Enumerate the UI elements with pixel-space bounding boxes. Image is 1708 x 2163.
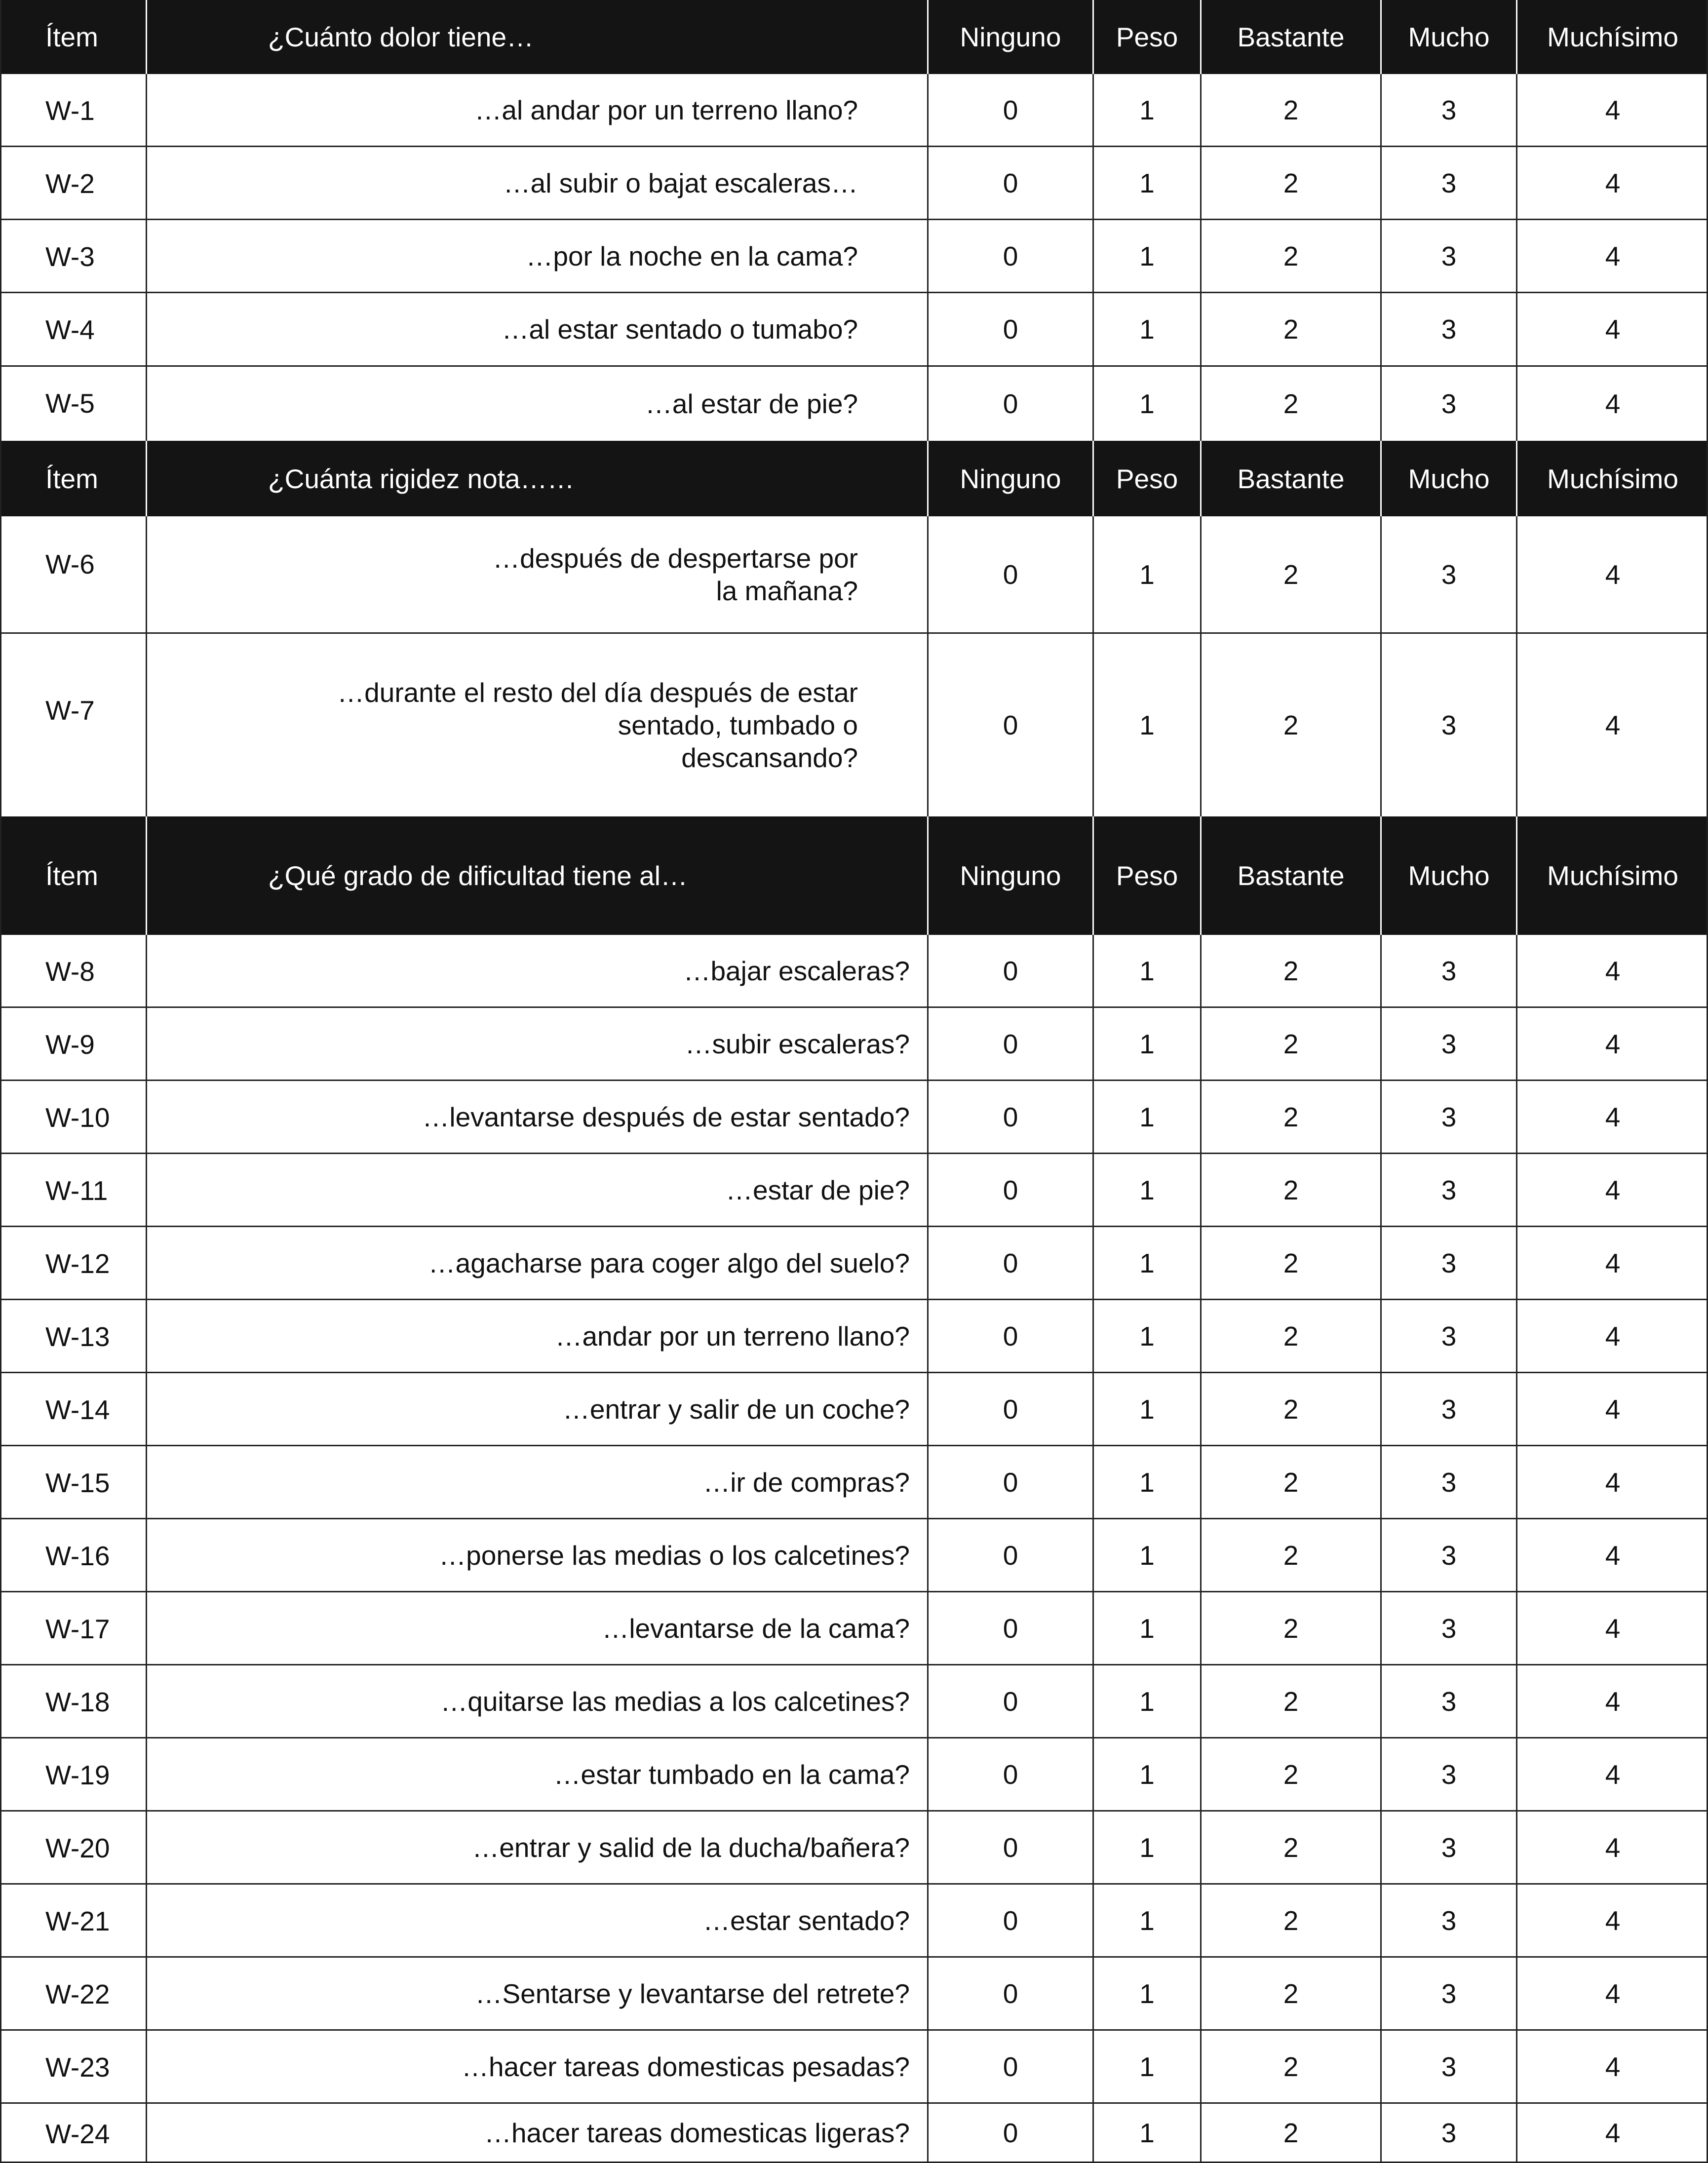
score-bastante[interactable]: 2 <box>1200 2104 1380 2162</box>
table-row <box>0 1958 1708 2031</box>
score-muchisimo[interactable]: 4 <box>1516 1592 1708 1664</box>
score-peso[interactable]: 1 <box>1092 293 1200 365</box>
item-id: W-23 <box>45 2052 110 2083</box>
item-text: …quitarse las medias a los calcetines? <box>146 1665 927 1737</box>
score-muchisimo[interactable]: 4 <box>1516 1519 1708 1591</box>
score-ninguno[interactable]: 0 <box>927 1519 1092 1591</box>
header-bastante: Bastante <box>1200 441 1380 516</box>
item-id: W-1 <box>45 95 95 126</box>
item-text-line: sentado, tumbado o <box>618 710 858 740</box>
score-peso[interactable]: 1 <box>1092 74 1200 146</box>
item-id: W-6 <box>45 549 95 579</box>
score-peso[interactable]: 1 <box>1092 1300 1200 1372</box>
score-bastante[interactable]: 2 <box>1200 1885 1380 1956</box>
item-id: W-13 <box>45 1321 110 1352</box>
table-row <box>0 1885 1708 1958</box>
score-ninguno[interactable]: 0 <box>927 1081 1092 1153</box>
score-ninguno[interactable]: 0 <box>927 1373 1092 1445</box>
score-peso[interactable]: 1 <box>1092 1738 1200 1810</box>
item-id: W-14 <box>45 1394 110 1425</box>
score-mucho[interactable]: 3 <box>1380 1519 1516 1591</box>
item-text: …entrar y salid de la ducha/bañera? <box>146 1812 927 1883</box>
score-peso[interactable]: 1 <box>1092 1008 1200 1080</box>
item-text: …andar por un terreno llano? <box>146 1300 927 1372</box>
score-peso[interactable]: 1 <box>1092 1227 1200 1299</box>
score-mucho[interactable]: 3 <box>1380 1446 1516 1518</box>
score-mucho[interactable]: 3 <box>1380 367 1516 441</box>
item-id: W-12 <box>45 1248 110 1279</box>
score-muchisimo[interactable]: 4 <box>1516 1081 1708 1153</box>
score-bastante[interactable]: 2 <box>1200 74 1380 146</box>
score-ninguno[interactable]: 0 <box>927 634 1092 816</box>
score-mucho[interactable]: 3 <box>1380 220 1516 292</box>
item-text: …bajar escaleras? <box>146 935 927 1006</box>
score-ninguno[interactable]: 0 <box>927 1008 1092 1080</box>
score-bastante[interactable]: 2 <box>1200 367 1380 441</box>
table-border-left <box>0 0 1 2163</box>
score-bastante[interactable]: 2 <box>1200 220 1380 292</box>
score-muchisimo[interactable]: 4 <box>1516 367 1708 441</box>
score-peso[interactable]: 1 <box>1092 634 1200 816</box>
score-muchisimo[interactable]: 4 <box>1516 293 1708 365</box>
item-id: W-16 <box>45 1541 110 1571</box>
item-id: W-20 <box>45 1833 110 1863</box>
score-bastante[interactable]: 2 <box>1200 1812 1380 1883</box>
score-muchisimo[interactable]: 4 <box>1516 634 1708 816</box>
item-text: …ir de compras? <box>146 1446 927 1518</box>
score-peso[interactable]: 1 <box>1092 220 1200 292</box>
score-bastante[interactable]: 2 <box>1200 1592 1380 1664</box>
score-bastante[interactable]: 2 <box>1200 1665 1380 1737</box>
score-peso[interactable]: 1 <box>1092 516 1200 632</box>
item-id: W-11 <box>45 1175 108 1206</box>
score-ninguno[interactable]: 0 <box>927 1227 1092 1299</box>
score-mucho[interactable]: 3 <box>1380 1958 1516 2029</box>
header-peso: Peso <box>1092 816 1200 935</box>
item-id: W-5 <box>45 388 95 419</box>
score-mucho[interactable]: 3 <box>1380 2104 1516 2162</box>
score-muchisimo[interactable]: 4 <box>1516 220 1708 292</box>
score-mucho[interactable]: 3 <box>1380 1227 1516 1299</box>
score-muchisimo[interactable]: 4 <box>1516 1300 1708 1372</box>
score-muchisimo[interactable]: 4 <box>1516 1154 1708 1226</box>
score-ninguno[interactable]: 0 <box>927 1300 1092 1372</box>
score-mucho[interactable]: 3 <box>1380 1373 1516 1445</box>
score-ninguno[interactable]: 0 <box>927 1446 1092 1518</box>
score-mucho[interactable]: 3 <box>1380 634 1516 816</box>
score-ninguno[interactable]: 0 <box>927 74 1092 146</box>
header-muchisimo: Muchísimo <box>1516 816 1708 935</box>
score-mucho[interactable]: 3 <box>1380 1008 1516 1080</box>
score-muchisimo[interactable]: 4 <box>1516 1885 1708 1956</box>
section-header-stiffness <box>0 441 1708 516</box>
score-bastante[interactable]: 2 <box>1200 1081 1380 1153</box>
score-ninguno[interactable]: 0 <box>927 935 1092 1006</box>
table-row <box>0 1446 1708 1519</box>
item-text: …hacer tareas domesticas ligeras? <box>146 2104 927 2162</box>
score-bastante[interactable]: 2 <box>1200 147 1380 219</box>
table-row <box>0 2104 1708 2163</box>
item-text-line: …después de despertarse por <box>493 542 858 574</box>
header-mucho: Mucho <box>1380 0 1516 74</box>
score-bastante[interactable]: 2 <box>1200 1227 1380 1299</box>
item-text: …Sentarse y levantarse del retrete? <box>146 1958 927 2029</box>
item-id: W-4 <box>45 314 95 345</box>
score-peso[interactable]: 1 <box>1092 1592 1200 1664</box>
score-peso[interactable]: 1 <box>1092 147 1200 219</box>
header-bastante: Bastante <box>1200 0 1380 74</box>
score-mucho[interactable]: 3 <box>1380 293 1516 365</box>
item-id: W-22 <box>45 1979 110 2009</box>
score-peso[interactable]: 1 <box>1092 367 1200 441</box>
score-muchisimo[interactable]: 4 <box>1516 1446 1708 1518</box>
score-bastante[interactable]: 2 <box>1200 1008 1380 1080</box>
score-bastante[interactable]: 2 <box>1200 293 1380 365</box>
item-id: W-17 <box>45 1614 110 1644</box>
item-id: W-21 <box>45 1906 110 1936</box>
score-muchisimo[interactable]: 4 <box>1516 1665 1708 1737</box>
score-bastante[interactable]: 2 <box>1200 1446 1380 1518</box>
section-question: ¿Cuánto dolor tiene… <box>146 0 927 74</box>
score-mucho[interactable]: 3 <box>1380 1665 1516 1737</box>
table-row <box>0 1592 1708 1665</box>
header-muchisimo: Muchísimo <box>1516 0 1708 74</box>
table-row <box>0 935 1708 1008</box>
score-peso[interactable]: 1 <box>1092 2031 1200 2102</box>
item-text <box>146 516 927 632</box>
score-peso[interactable]: 1 <box>1092 1665 1200 1737</box>
header-peso: Peso <box>1092 441 1200 516</box>
score-muchisimo[interactable]: 4 <box>1516 74 1708 146</box>
item-id: W-19 <box>45 1760 110 1790</box>
table-row <box>0 1227 1708 1300</box>
item-text: …estar de pie? <box>146 1154 927 1226</box>
table-row <box>0 367 1708 441</box>
score-muchisimo[interactable]: 4 <box>1516 2104 1708 2162</box>
score-ninguno[interactable]: 0 <box>927 2104 1092 2162</box>
section-question: ¿Cuánta rigidez nota…… <box>146 441 927 516</box>
score-muchisimo[interactable]: 4 <box>1516 516 1708 632</box>
score-muchisimo[interactable]: 4 <box>1516 1373 1708 1445</box>
score-bastante[interactable]: 2 <box>1200 1519 1380 1591</box>
item-text: …entrar y salir de un coche? <box>146 1373 927 1445</box>
score-mucho[interactable]: 3 <box>1380 1592 1516 1664</box>
score-peso[interactable]: 1 <box>1092 935 1200 1006</box>
table-row <box>0 1154 1708 1227</box>
header-item: Ítem <box>45 860 98 891</box>
score-muchisimo[interactable]: 4 <box>1516 1227 1708 1299</box>
score-mucho[interactable]: 3 <box>1380 2031 1516 2102</box>
header-peso: Peso <box>1092 0 1200 74</box>
score-peso[interactable]: 1 <box>1092 2104 1200 2162</box>
item-text: …agacharse para coger algo del suelo? <box>146 1227 927 1299</box>
score-ninguno[interactable]: 0 <box>927 2031 1092 2102</box>
header-item: Ítem <box>45 22 98 52</box>
score-ninguno[interactable]: 0 <box>927 1812 1092 1883</box>
table-row <box>0 74 1708 147</box>
score-peso[interactable]: 1 <box>1092 1446 1200 1518</box>
score-muchisimo[interactable]: 4 <box>1516 2031 1708 2102</box>
score-ninguno[interactable]: 0 <box>927 293 1092 365</box>
score-mucho[interactable]: 3 <box>1380 1812 1516 1883</box>
table-row <box>0 2031 1708 2104</box>
item-text-line: descansando? <box>681 742 858 773</box>
item-text: …al andar por un terreno llano? <box>146 74 927 146</box>
score-mucho[interactable]: 3 <box>1380 1738 1516 1810</box>
score-mucho[interactable]: 3 <box>1380 74 1516 146</box>
score-muchisimo[interactable]: 4 <box>1516 147 1708 219</box>
score-bastante[interactable]: 2 <box>1200 1958 1380 2029</box>
score-muchisimo[interactable]: 4 <box>1516 1958 1708 2029</box>
item-text: …levantarse de la cama? <box>146 1592 927 1664</box>
score-peso[interactable]: 1 <box>1092 1081 1200 1153</box>
table-row <box>0 1738 1708 1812</box>
score-ninguno[interactable]: 0 <box>927 1154 1092 1226</box>
item-id: W-7 <box>45 695 95 726</box>
item-id: W-9 <box>45 1029 95 1060</box>
table-row <box>0 516 1708 634</box>
item-text-line: …durante el resto del día después de estar <box>337 677 858 708</box>
score-ninguno[interactable]: 0 <box>927 1958 1092 2029</box>
score-bastante[interactable]: 2 <box>1200 1300 1380 1372</box>
score-bastante[interactable]: 2 <box>1200 2031 1380 2102</box>
score-peso[interactable]: 1 <box>1092 1812 1200 1883</box>
score-bastante[interactable]: 2 <box>1200 1373 1380 1445</box>
item-id: W-24 <box>45 2119 110 2149</box>
item-text: …al estar sentado o tumabo? <box>146 293 927 365</box>
header-mucho: Mucho <box>1380 816 1516 935</box>
item-text: …estar tumbado en la cama? <box>146 1738 927 1810</box>
score-ninguno[interactable]: 0 <box>927 1665 1092 1737</box>
item-text <box>146 634 927 816</box>
score-mucho[interactable]: 3 <box>1380 1154 1516 1226</box>
score-bastante[interactable]: 2 <box>1200 1154 1380 1226</box>
item-text: …al subir o bajat escaleras… <box>146 147 927 219</box>
score-ninguno[interactable]: 0 <box>927 1738 1092 1810</box>
score-muchisimo[interactable]: 4 <box>1516 1738 1708 1810</box>
score-bastante[interactable]: 2 <box>1200 1738 1380 1810</box>
item-text-line: la mañana? <box>716 575 858 606</box>
score-muchisimo[interactable]: 4 <box>1516 935 1708 1006</box>
score-mucho[interactable]: 3 <box>1380 147 1516 219</box>
item-id: W-8 <box>45 956 95 987</box>
item-text: …estar sentado? <box>146 1885 927 1956</box>
score-ninguno[interactable]: 0 <box>927 516 1092 632</box>
table-row <box>0 1665 1708 1738</box>
score-peso[interactable]: 1 <box>1092 1519 1200 1591</box>
score-mucho[interactable]: 3 <box>1380 1081 1516 1153</box>
item-text: …al estar de pie? <box>146 367 927 441</box>
table-row <box>0 1373 1708 1446</box>
item-text: …ponerse las medias o los calcetines? <box>146 1519 927 1591</box>
table-row <box>0 293 1708 367</box>
header-item: Ítem <box>45 463 98 494</box>
score-bastante[interactable]: 2 <box>1200 935 1380 1006</box>
score-peso[interactable]: 1 <box>1092 1373 1200 1445</box>
score-mucho[interactable]: 3 <box>1380 516 1516 632</box>
table-row <box>0 1812 1708 1885</box>
score-peso[interactable]: 1 <box>1092 1154 1200 1226</box>
score-mucho[interactable]: 3 <box>1380 1300 1516 1372</box>
table-row <box>0 1519 1708 1592</box>
score-ninguno[interactable]: 0 <box>927 367 1092 441</box>
score-muchisimo[interactable]: 4 <box>1516 1008 1708 1080</box>
score-ninguno[interactable]: 0 <box>927 1885 1092 1956</box>
header-bastante: Bastante <box>1200 816 1380 935</box>
header-ninguno: Ninguno <box>927 816 1092 935</box>
item-text: …levantarse después de estar sentado? <box>146 1081 927 1153</box>
section-header-pain <box>0 0 1708 74</box>
table-row <box>0 1081 1708 1154</box>
score-muchisimo[interactable]: 4 <box>1516 1812 1708 1883</box>
table-row <box>0 147 1708 220</box>
item-id: W-10 <box>45 1102 110 1133</box>
table-row <box>0 220 1708 293</box>
score-ninguno[interactable]: 0 <box>927 1592 1092 1664</box>
score-mucho[interactable]: 3 <box>1380 1885 1516 1956</box>
item-text: …por la noche en la cama? <box>146 220 927 292</box>
section-header-difficulty <box>0 816 1708 935</box>
score-bastante[interactable]: 2 <box>1200 634 1380 816</box>
score-bastante[interactable]: 2 <box>1200 516 1380 632</box>
score-ninguno[interactable]: 0 <box>927 147 1092 219</box>
table-row <box>0 1008 1708 1081</box>
item-id: W-2 <box>45 168 95 199</box>
score-ninguno[interactable]: 0 <box>927 220 1092 292</box>
table-row <box>0 1300 1708 1373</box>
table-row <box>0 634 1708 816</box>
item-text: …subir escaleras? <box>146 1008 927 1080</box>
score-peso[interactable]: 1 <box>1092 1958 1200 2029</box>
section-question: ¿Qué grado de dificultad tiene al… <box>146 816 927 935</box>
item-id: W-3 <box>45 241 95 272</box>
header-ninguno: Ninguno <box>927 441 1092 516</box>
item-text: …hacer tareas domesticas pesadas? <box>146 2031 927 2102</box>
item-id: W-18 <box>45 1687 110 1717</box>
item-id: W-15 <box>45 1468 110 1498</box>
header-ninguno: Ninguno <box>927 0 1092 74</box>
header-muchisimo: Muchísimo <box>1516 441 1708 516</box>
header-mucho: Mucho <box>1380 441 1516 516</box>
score-mucho[interactable]: 3 <box>1380 935 1516 1006</box>
score-peso[interactable]: 1 <box>1092 1885 1200 1956</box>
